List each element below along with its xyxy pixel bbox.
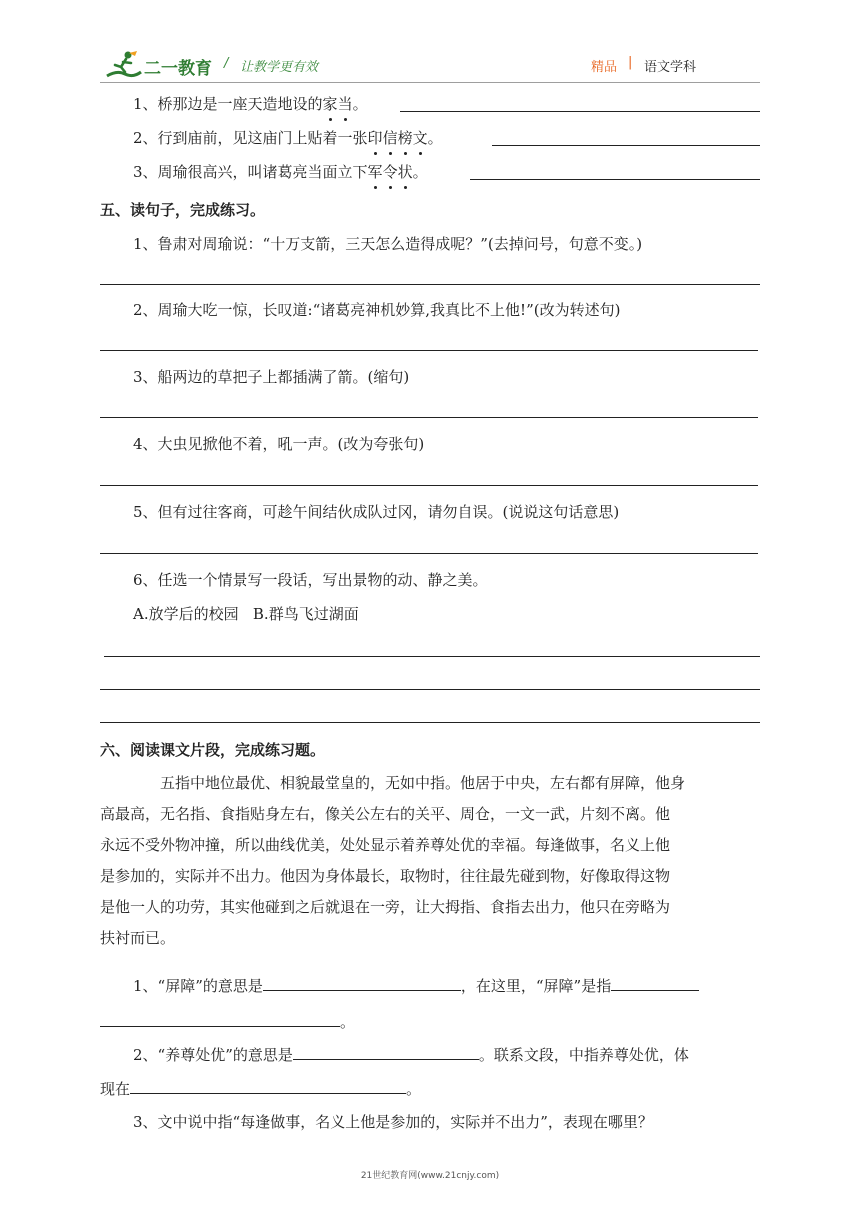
emphasis-char: 印 <box>367 129 383 147</box>
s4-item-2: 2、行到庙前，见这庙门上贴着一张印信榜文。 <box>133 129 443 147</box>
logo-text: 二一教育 <box>144 59 212 79</box>
dotted-word <box>323 95 353 113</box>
emphasis-char: 信 <box>382 129 398 147</box>
blank[interactable] <box>100 1010 340 1027</box>
passage-line: 是参加的，实际并不出力。他因为身体最长，取物时，往往最先碰到物，好像取得这物 <box>100 867 671 885</box>
s5-q6-options: A.放学后的校园 B.群鸟飞过湖面 <box>133 605 359 623</box>
dotted-word <box>368 163 413 181</box>
emphasis-char: 当 <box>337 95 353 113</box>
section6-title: 六、阅读课文片段，完成练习题。 <box>100 741 326 759</box>
answer-line[interactable] <box>104 656 760 657</box>
s5-q4: 4、大虫见掀他不着，吼一声。(改为夸张句) <box>133 435 425 453</box>
passage-line: 永远不受外物冲撞，所以曲线优美，处处显示着养尊处优的幸福。每逢做事，名义上他 <box>100 836 671 854</box>
answer-line[interactable] <box>400 111 760 112</box>
premium-badge: 精品 <box>591 60 618 75</box>
s6-q3: 3、文中说中指“每逢做事，名义上他是参加的，实际并不出力”，表现在哪里？ <box>133 1113 653 1131</box>
emphasis-char: 状 <box>397 163 413 181</box>
blank[interactable] <box>263 974 461 991</box>
passage-line: 是他一人的功劳，其实他碰到之后就退在一旁，让大拇指、食指去出力，他只在旁略为 <box>100 898 671 916</box>
s6-q2-cont: 现在 。 <box>100 1077 421 1099</box>
s6-q1: 1、“屏障”的意思是 ，在这里，“屏障”是指 <box>133 974 699 996</box>
answer-line[interactable] <box>100 350 758 351</box>
answer-line[interactable] <box>100 722 760 723</box>
header-rule <box>100 82 760 83</box>
reading-passage <box>100 768 685 954</box>
header-separator: / <box>224 56 229 71</box>
header-slogan: 让教学更有效 <box>240 60 319 75</box>
s6-q2: 2、“养尊处优”的意思是 。联系文段，中指养尊处优，体 <box>133 1043 689 1065</box>
logo-runner-icon <box>103 50 143 80</box>
dotted-word <box>368 129 428 147</box>
emphasis-char: 家 <box>322 95 338 113</box>
emphasis-char: 文 <box>412 129 428 147</box>
s5-q2: 2、周瑜大吃一惊，长叹道:“诸葛亮神机妙算,我真比不上他!”(改为转述句) <box>133 301 621 319</box>
page-footer: 21世纪教育网(www.21cnjy.com) <box>360 1171 500 1181</box>
s6-q1-cont: 。 <box>100 1010 355 1032</box>
emphasis-char: 令 <box>382 163 398 181</box>
passage-line: 扶衬而已。 <box>100 929 176 947</box>
s5-q1: 1、鲁肃对周瑜说：“十万支箭，三天怎么造得成呢？”(去掉问号，句意不变。) <box>133 235 643 253</box>
answer-line[interactable] <box>470 179 760 180</box>
section5-title: 五、读句子，完成练习。 <box>100 201 266 219</box>
blank[interactable] <box>293 1043 479 1060</box>
answer-line[interactable] <box>492 145 760 146</box>
answer-line[interactable] <box>100 485 758 486</box>
s4-item-1: 1、桥那边是一座天造地设的家当。 <box>133 95 368 113</box>
passage-line: 五指中地位最优、相貌最堂皇的，无如中指。他居于中央，左右都有屏障，他身 <box>160 774 686 792</box>
answer-line[interactable] <box>100 417 758 418</box>
answer-line[interactable] <box>100 284 760 285</box>
blank[interactable] <box>611 974 699 991</box>
s5-q5: 5、但有过往客商，可趁午间结伙成队过冈，请勿自误。(说说这句话意思) <box>133 503 620 521</box>
s5-q3: 3、船两边的草把子上都插满了箭。(缩句) <box>133 368 410 386</box>
emphasis-char: 榜 <box>397 129 413 147</box>
s5-q6: 6、任选一个情景写一段话，写出景物的动、静之美。 <box>133 571 488 589</box>
blank[interactable] <box>130 1077 406 1094</box>
page-header <box>0 40 860 86</box>
badge-divider: | <box>628 55 633 70</box>
s4-item-3: 3、周瑜很高兴，叫诸葛亮当面立下军令状。 <box>133 163 428 181</box>
emphasis-char: 军 <box>367 163 383 181</box>
passage-line: 高最高，无名指、食指贴身左右，像关公左右的关平、周仓，一文一武，片刻不离。他 <box>100 805 671 823</box>
subject-label: 语文学科 <box>644 60 697 75</box>
answer-line[interactable] <box>100 689 760 690</box>
answer-line[interactable] <box>100 553 758 554</box>
